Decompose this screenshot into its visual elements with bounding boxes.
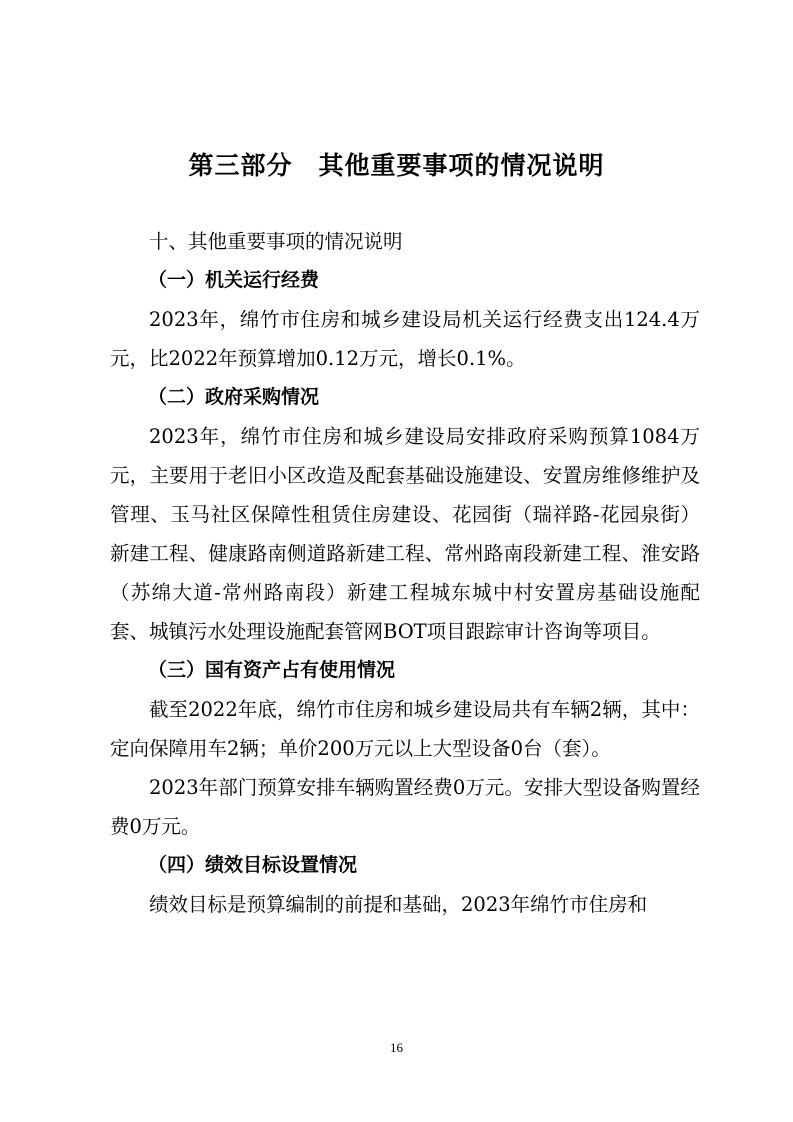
document-body [110,222,700,924]
subsection-heading-operating-costs: （一）机关运行经费 [148,269,320,291]
paragraph-operating-costs: 2023年，绵竹市住房和城乡建设局机关运行经费支出124.4万元，比2022年预算增加0.12万元，增长0.1%。 [110,308,700,370]
paragraph-procurement: 2023年，绵竹市住房和城乡建设局安排政府采购预算1084万元，主要用于老旧小区改造及配套基础设施建设、安置房维修维护及管理、玉马社区保障性租赁住房建设、花园街（瑞祥路-花园泉街）新建工程、健康路南侧道路新建工程、常州路南段新建工程、淮安路（苏绵大道-常州路南段）新建工程城东城中村安置房基础设施配套、城镇污水处理设施配套管网BOT项目跟踪审计咨询等项目。 [110,425,700,643]
subsection-heading-procurement: （二）政府采购情况 [148,386,320,408]
paragraph-performance-goals: 绩效目标是预算编制的前提和基础，2023年绵竹市住房和 [149,893,648,916]
paragraph-vehicles: 截至2022年底，绵竹市住房和城乡建设局共有车辆2辆，其中：定向保障用车2辆；单价200万元以上大型设备0台（套）。 [110,698,700,760]
page-number: 16 [390,1040,403,1055]
paragraph-vehicle-budget: 2023年部门预算安排车辆购置经费0万元。安排大型设备购置经费0万元。 [110,776,700,838]
subsection-heading-state-assets: （三）国有资产占有使用情况 [148,659,396,681]
page-title: 第三部分 其他重要事项的情况说明 [188,151,605,180]
subsection-heading-performance-goals: （四）绩效目标设置情况 [148,854,358,876]
section-heading: 十、其他重要事项的情况说明 [149,230,403,253]
